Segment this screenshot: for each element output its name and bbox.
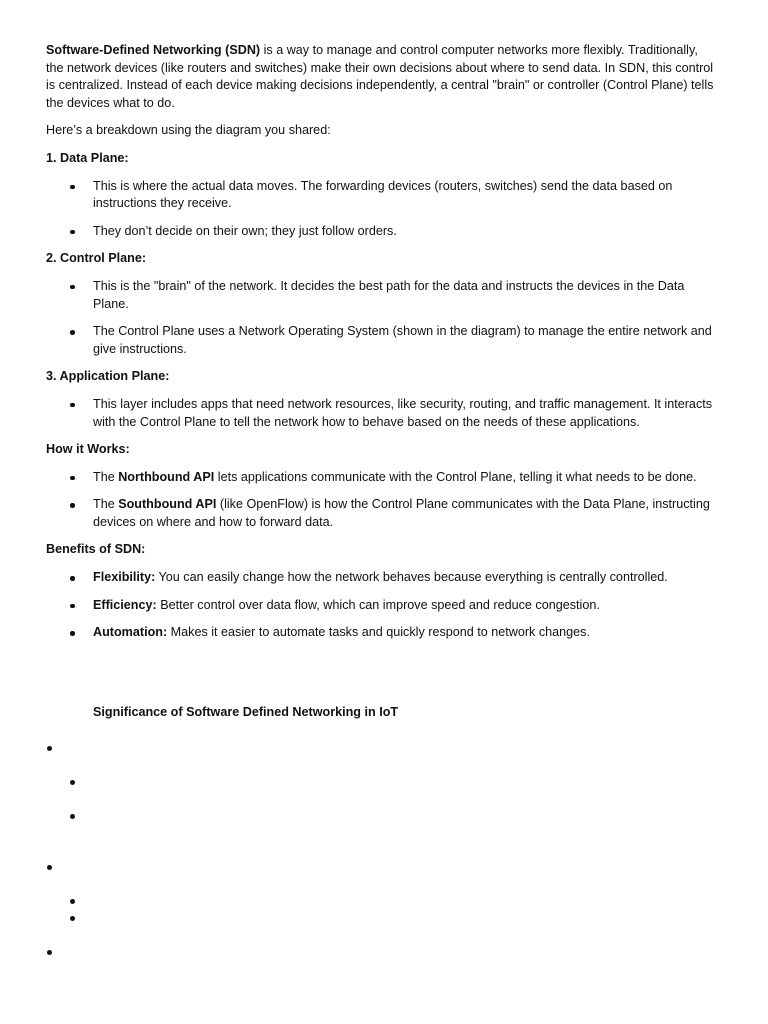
benefits-list: [46, 569, 718, 642]
list-item: [93, 569, 718, 587]
data-plane-list: [46, 178, 718, 241]
empty-bullet: [70, 814, 75, 819]
list-item: This layer includes apps that need network resources, like security, routing, and traffic management. It interacts with the Control Plane to tell the network how to behave based on the needs of these applications.: [93, 396, 718, 431]
empty-bullet: [70, 780, 75, 785]
benefit-term: Flexibility:: [93, 570, 156, 585]
item-text: lets applications communicate with the Control Plane, telling it what needs to be done.: [214, 469, 697, 484]
empty-bullet: [47, 950, 52, 955]
benefit-term: Efficiency:: [93, 597, 157, 612]
intro-paragraph: [46, 42, 718, 112]
list-item: [93, 597, 718, 615]
application-plane-list: [46, 396, 718, 431]
empty-bullet: [70, 916, 75, 921]
significance-title: Significance of Software Defined Networking in IoT: [93, 705, 399, 719]
intro-text: is a way to manage and control computer networks more flexibly. Traditionally, the network devices (like routers and switches) make their own decisions about where to send data. In SDN, this control is centralized. Instead of each device making decisions independently, a central "brain" or controller (Control Plane) tells the devices what to do.: [46, 43, 714, 110]
item-text: (like OpenFlow) is how the Control Plane communicates with the Data Plane, instructing devices on where and how to forward data.: [93, 497, 710, 529]
list-item: They don’t decide on their own; they just follow orders.: [93, 223, 718, 241]
item-prefix: The: [93, 497, 119, 512]
benefit-text: Makes it easier to automate tasks and quickly respond to network changes.: [167, 625, 590, 640]
how-it-works-list: [46, 469, 718, 532]
benefits-heading: Benefits of SDN:: [46, 542, 146, 557]
northbound-api-term: Northbound API: [118, 469, 215, 484]
control-plane-heading: 2. Control Plane:: [46, 251, 147, 266]
application-plane-heading: 3. Application Plane:: [46, 369, 170, 384]
list-item: The Control Plane uses a Network Operating System (shown in the diagram) to manage the entire network and give instructions.: [93, 323, 718, 358]
empty-bullet: [47, 746, 52, 751]
list-item: [93, 469, 718, 487]
southbound-api-term: Southbound API: [118, 497, 217, 512]
benefit-text: You can easily change how the network behaves because everything is centrally controlled.: [155, 570, 668, 585]
benefit-text: Better control over data flow, which can improve speed and reduce congestion.: [156, 597, 600, 612]
intro-term: Software-Defined Networking (SDN): [46, 43, 261, 57]
item-prefix: The: [93, 469, 119, 484]
list-item: This is where the actual data moves. The forwarding devices (routers, switches) send the data based on instructions they receive.: [93, 178, 718, 213]
empty-bullet: [70, 899, 75, 904]
how-it-works-heading: How it Works:: [46, 442, 130, 457]
list-item: [93, 496, 718, 531]
list-item: This is the "brain" of the network. It decides the best path for the data and instructs the devices in the Data Plane.: [93, 278, 718, 313]
empty-bullet: [47, 865, 52, 870]
list-item: [93, 624, 718, 642]
data-plane-heading: 1. Data Plane:: [46, 150, 129, 165]
benefit-term: Automation:: [93, 625, 168, 640]
control-plane-list: [46, 278, 718, 358]
breakdown-intro: Here’s a breakdown using the diagram you shared:: [46, 123, 331, 138]
